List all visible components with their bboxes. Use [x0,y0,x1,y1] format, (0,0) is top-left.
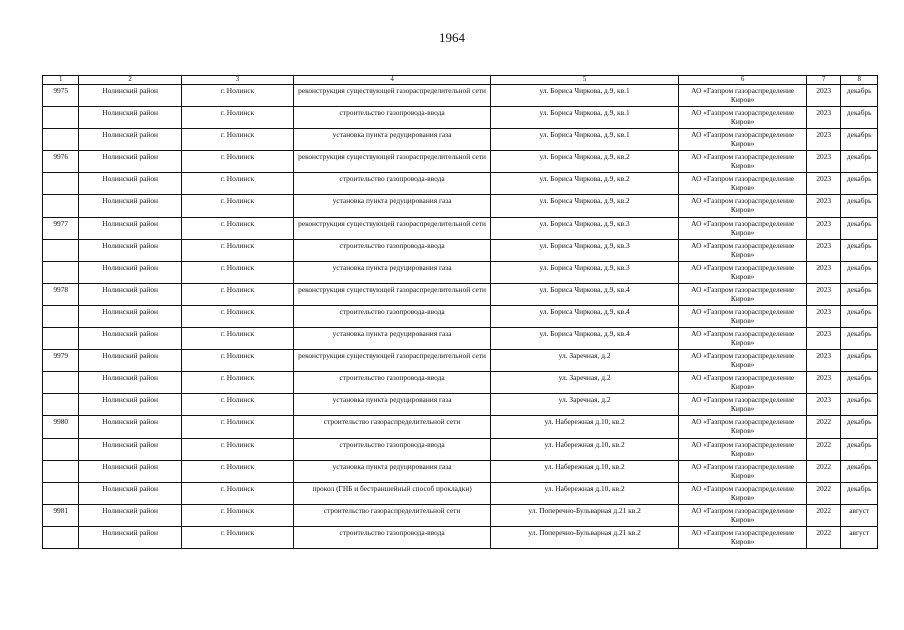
work-type-cell: строительство газопровода-ввода [294,438,491,460]
district-cell: Нолинский район [79,438,181,460]
address-cell: ул. Набережная д.10, кв.2 [490,438,678,460]
city-cell: г. Нолинск [181,372,293,394]
table-body [43,85,878,549]
city-cell: г. Нолинск [181,438,293,460]
column-number: 1 [43,76,79,85]
month-cell: декабрь [841,460,878,482]
work-type-cell: строительство газораспределительной сети [294,416,491,438]
organization-cell: АО «Газпром газораспределение Киров» [679,151,807,173]
column-number: 5 [490,76,678,85]
record-number-cell: 9975 [43,85,79,107]
work-type-cell: установка пункта редуцирования газа [294,328,491,350]
record-number-cell [43,239,79,261]
organization-cell: АО «Газпром газораспределение Киров» [679,283,807,305]
record-number-cell: 9979 [43,350,79,372]
year-cell: 2022 [807,460,841,482]
month-cell: декабрь [841,482,878,504]
address-cell: ул. Поперечно-Бульварная д.21 кв.2 [490,504,678,526]
year-cell: 2023 [807,239,841,261]
month-cell: декабрь [841,217,878,239]
address-cell: ул. Набережная д.10, кв.2 [490,460,678,482]
city-cell: г. Нолинск [181,195,293,217]
organization-cell: АО «Газпром газораспределение Киров» [679,526,807,548]
record-number-cell [43,482,79,504]
work-type-cell: реконструкция существующей газораспределительной сети [294,350,491,372]
address-cell: ул. Заречная, д.2 [490,394,678,416]
record-number-cell: 9978 [43,283,79,305]
table-row [43,129,878,151]
month-cell: декабрь [841,372,878,394]
record-number-cell [43,195,79,217]
address-cell: ул. Заречная, д.2 [490,350,678,372]
organization-cell: АО «Газпром газораспределение Киров» [679,129,807,151]
city-cell: г. Нолинск [181,129,293,151]
year-cell: 2023 [807,261,841,283]
year-cell: 2023 [807,350,841,372]
year-cell: 2023 [807,394,841,416]
month-cell: декабрь [841,173,878,195]
month-cell: август [841,526,878,548]
year-cell: 2023 [807,173,841,195]
record-number-cell [43,372,79,394]
district-cell: Нолинский район [79,129,181,151]
record-number-cell: 9976 [43,151,79,173]
year-cell: 2022 [807,526,841,548]
record-number-cell [43,526,79,548]
table-row [43,85,878,107]
month-cell: декабрь [841,261,878,283]
page-number: 1964 [439,30,465,45]
record-number-cell [43,394,79,416]
table-row [43,526,878,548]
work-type-cell: реконструкция существующей газораспределительной сети [294,151,491,173]
city-cell: г. Нолинск [181,239,293,261]
table-row [43,482,878,504]
organization-cell: АО «Газпром газораспределение Киров» [679,173,807,195]
district-cell: Нолинский район [79,526,181,548]
address-cell: ул. Бориса Чиркова, д.9, кв.3 [490,239,678,261]
record-number-cell [43,305,79,327]
month-cell: декабрь [841,438,878,460]
district-cell: Нолинский район [79,504,181,526]
table-row [43,239,878,261]
city-cell: г. Нолинск [181,328,293,350]
column-number: 2 [79,76,181,85]
address-cell: ул. Бориса Чиркова, д.9, кв.4 [490,328,678,350]
table-row [43,151,878,173]
work-type-cell: строительство газопровода-ввода [294,372,491,394]
table-row [43,438,878,460]
record-number-cell: 9980 [43,416,79,438]
work-type-cell: установка пункта редуцирования газа [294,394,491,416]
year-cell: 2023 [807,129,841,151]
table-row [43,173,878,195]
table-row [43,394,878,416]
organization-cell: АО «Газпром газораспределение Киров» [679,394,807,416]
table-row [43,217,878,239]
city-cell: г. Нолинск [181,217,293,239]
year-cell: 2022 [807,504,841,526]
table-row [43,261,878,283]
city-cell: г. Нолинск [181,261,293,283]
record-number-cell [43,261,79,283]
month-cell: декабрь [841,107,878,129]
organization-cell: АО «Газпром газораспределение Киров» [679,305,807,327]
column-number-row [43,76,878,85]
year-cell: 2023 [807,151,841,173]
organization-cell: АО «Газпром газораспределение Киров» [679,195,807,217]
column-number: 3 [181,76,293,85]
district-cell: Нолинский район [79,416,181,438]
record-number-cell [43,107,79,129]
address-cell: ул. Бориса Чиркова, д.9, кв.2 [490,173,678,195]
work-type-cell: установка пункта редуцирования газа [294,195,491,217]
address-cell: ул. Заречная, д.2 [490,372,678,394]
year-cell: 2023 [807,107,841,129]
organization-cell: АО «Газпром газораспределение Киров» [679,438,807,460]
city-cell: г. Нолинск [181,504,293,526]
address-cell: ул. Бориса Чиркова, д.9, кв.2 [490,195,678,217]
year-cell: 2023 [807,372,841,394]
organization-cell: АО «Газпром газораспределение Киров» [679,239,807,261]
city-cell: г. Нолинск [181,305,293,327]
organization-cell: АО «Газпром газораспределение Киров» [679,261,807,283]
month-cell: декабрь [841,394,878,416]
work-type-cell: установка пункта редуцирования газа [294,261,491,283]
table-row [43,283,878,305]
work-type-cell: реконструкция существующей газораспределительной сети [294,85,491,107]
table-row [43,372,878,394]
column-number: 7 [807,76,841,85]
work-type-cell: строительство газопровода-ввода [294,173,491,195]
organization-cell: АО «Газпром газораспределение Киров» [679,107,807,129]
month-cell: декабрь [841,195,878,217]
work-type-cell: установка пункта редуцирования газа [294,129,491,151]
organization-cell: АО «Газпром газораспределение Киров» [679,217,807,239]
month-cell: декабрь [841,416,878,438]
month-cell: декабрь [841,328,878,350]
work-type-cell: строительство газопровода-ввода [294,239,491,261]
work-type-cell: строительство газопровода-ввода [294,305,491,327]
year-cell: 2023 [807,283,841,305]
address-cell: ул. Бориса Чиркова, д.9, кв.4 [490,305,678,327]
address-cell: ул. Бориса Чиркова, д.9, кв.1 [490,129,678,151]
year-cell: 2022 [807,416,841,438]
month-cell: декабрь [841,283,878,305]
district-cell: Нолинский район [79,173,181,195]
table-row [43,107,878,129]
organization-cell: АО «Газпром газораспределение Киров» [679,504,807,526]
district-cell: Нолинский район [79,283,181,305]
month-cell: август [841,504,878,526]
district-cell: Нолинский район [79,239,181,261]
organization-cell: АО «Газпром газораспределение Киров» [679,85,807,107]
record-number-cell: 9981 [43,504,79,526]
record-number-cell [43,328,79,350]
organization-cell: АО «Газпром газораспределение Киров» [679,416,807,438]
district-cell: Нолинский район [79,350,181,372]
address-cell: ул. Набережная д.10, кв.2 [490,482,678,504]
work-type-cell: реконструкция существующей газораспределительной сети [294,217,491,239]
city-cell: г. Нолинск [181,350,293,372]
city-cell: г. Нолинск [181,85,293,107]
year-cell: 2022 [807,438,841,460]
table-row [43,460,878,482]
city-cell: г. Нолинск [181,283,293,305]
city-cell: г. Нолинск [181,394,293,416]
district-cell: Нолинский район [79,328,181,350]
organization-cell: АО «Газпром газораспределение Киров» [679,372,807,394]
organization-cell: АО «Газпром газораспределение Киров» [679,328,807,350]
work-type-cell: реконструкция существующей газораспределительной сети [294,283,491,305]
month-cell: декабрь [841,85,878,107]
record-number-cell [43,438,79,460]
city-cell: г. Нолинск [181,416,293,438]
table-row [43,195,878,217]
table-row [43,416,878,438]
district-cell: Нолинский район [79,217,181,239]
month-cell: декабрь [841,239,878,261]
record-number-cell [43,460,79,482]
city-cell: г. Нолинск [181,173,293,195]
year-cell: 2023 [807,195,841,217]
district-cell: Нолинский район [79,372,181,394]
address-cell: ул. Бориса Чиркова, д.9, кв.3 [490,261,678,283]
address-cell: ул. Бориса Чиркова, д.9, кв.4 [490,283,678,305]
month-cell: декабрь [841,129,878,151]
city-cell: г. Нолинск [181,482,293,504]
record-number-cell: 9977 [43,217,79,239]
address-cell: ул. Бориса Чиркова, д.9, кв.1 [490,107,678,129]
work-type-cell: строительство газораспределительной сети [294,504,491,526]
organization-cell: АО «Газпром газораспределение Киров» [679,350,807,372]
column-number: 6 [679,76,807,85]
work-type-cell: прокол (ГНБ и бестраншейный способ прокладки) [294,482,491,504]
district-cell: Нолинский район [79,107,181,129]
district-cell: Нолинский район [79,151,181,173]
year-cell: 2022 [807,482,841,504]
table-row [43,504,878,526]
year-cell: 2023 [807,217,841,239]
city-cell: г. Нолинск [181,151,293,173]
work-type-cell: строительство газопровода-ввода [294,526,491,548]
district-cell: Нолинский район [79,305,181,327]
organization-cell: АО «Газпром газораспределение Киров» [679,482,807,504]
work-type-cell: строительство газопровода-ввода [294,107,491,129]
work-type-cell: установка пункта редуцирования газа [294,460,491,482]
organization-cell: АО «Газпром газораспределение Киров» [679,460,807,482]
year-cell: 2023 [807,328,841,350]
city-cell: г. Нолинск [181,526,293,548]
district-cell: Нолинский район [79,482,181,504]
record-number-cell [43,173,79,195]
table-row [43,350,878,372]
district-cell: Нолинский район [79,460,181,482]
year-cell: 2023 [807,85,841,107]
record-number-cell [43,129,79,151]
month-cell: декабрь [841,350,878,372]
table-row [43,305,878,327]
address-cell: ул. Набережная д.10, кв.2 [490,416,678,438]
city-cell: г. Нолинск [181,460,293,482]
district-cell: Нолинский район [79,261,181,283]
district-cell: Нолинский район [79,394,181,416]
city-cell: г. Нолинск [181,107,293,129]
address-cell: ул. Поперечно-Бульварная д.21 кв.2 [490,526,678,548]
registry-table [42,75,878,549]
address-cell: ул. Бориса Чиркова, д.9, кв.1 [490,85,678,107]
column-number: 4 [294,76,491,85]
address-cell: ул. Бориса Чиркова, д.9, кв.2 [490,151,678,173]
month-cell: декабрь [841,151,878,173]
district-cell: Нолинский район [79,85,181,107]
column-number: 8 [841,76,878,85]
year-cell: 2023 [807,305,841,327]
table-row [43,328,878,350]
district-cell: Нолинский район [79,195,181,217]
month-cell: декабрь [841,305,878,327]
address-cell: ул. Бориса Чиркова, д.9, кв.3 [490,217,678,239]
